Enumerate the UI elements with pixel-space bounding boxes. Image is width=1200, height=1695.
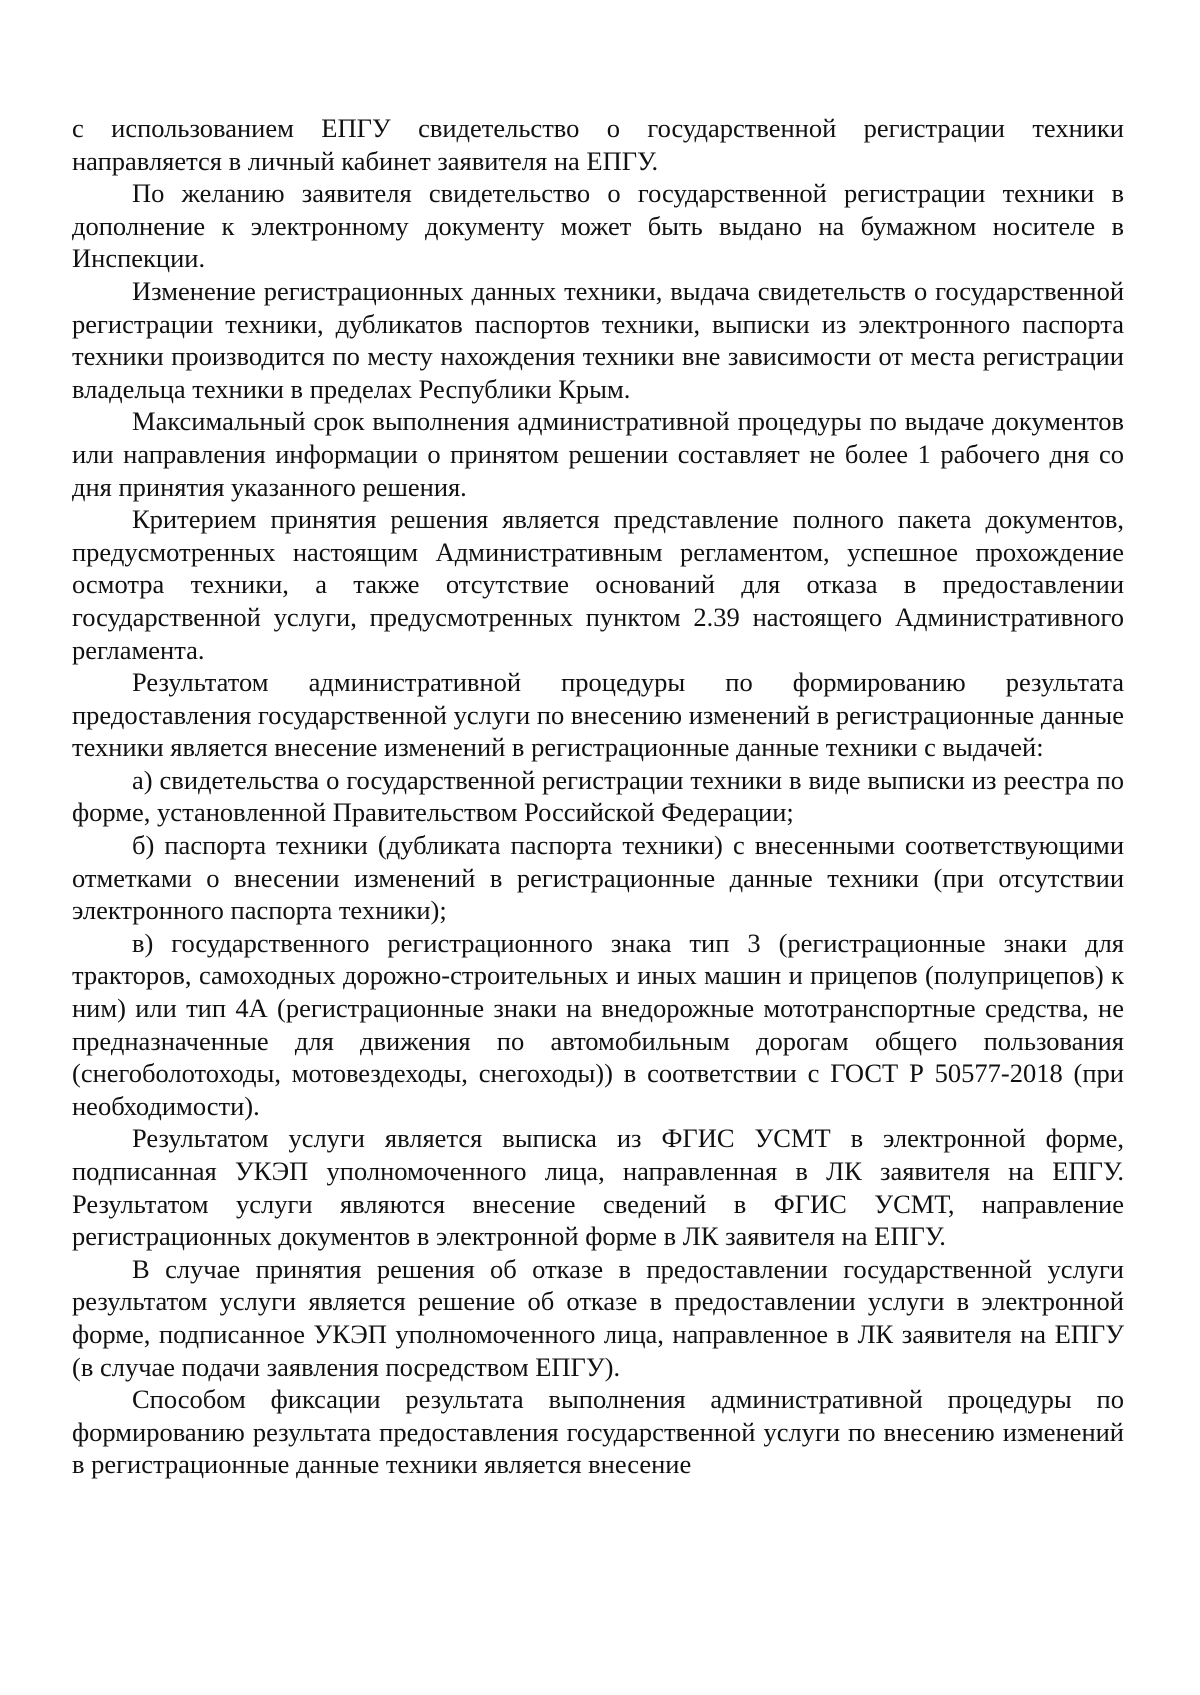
list-item-c: в) государственного регистрационного знака тип 3 (регистрационные знаки для тракторов, самоходных дорожно-строительных и иных машин и прицепов (полуприцепов) к ним) или тип 4А (регистрационные знаки на внедорожные мототранспортные средства, не предназначенные для движения по автомобильным дорогам общего пользования (снегоболотоходы, мотовездеходы, снегоходы)) в соответствии с ГОСТ Р 50577-2018 (при необходимости).	[72, 927, 1124, 1121]
paragraph-3: Изменение регистрационных данных техники, выдача свидетельств о государственной регистрации техники, дубликатов паспортов техники, выписки из электронного паспорта техники производится по месту нахождения техники вне зависимости от места регистрации владельца техники в пределах Республики Крым.	[72, 275, 1124, 404]
list-item-b: б) паспорта техники (дубликата паспорта техники) с внесенными соответствующими отметками о внесении изменений в регистрационные данные техники (при отсутствии электронного паспорта техники);	[72, 830, 1124, 926]
paragraph-10: Результатом услуги является выписка из ФГИС УСМТ в электронной форме, подписанная УКЭП уполномоченного лица, направленная в ЛК заявителя на ЕПГУ. Результатом услуги являются внесение сведений в ФГИС УСМТ, направление регистрационных документов в электронной форме в ЛК заявителя на ЕПГУ.	[72, 1123, 1124, 1252]
paragraph-12: Способом фиксации результата выполнения административной процедуры по формированию результата предоставления государственной услуги по внесению изменений в регистрационные данные техники является внесение	[72, 1384, 1124, 1480]
list-item-a: а) свидетельства о государственной регистрации техники в виде выписки из реестра по форме, установленной Правительством Российской Федерации;	[72, 764, 1124, 828]
paragraph-4: Максимальный срок выполнения административной процедуры по выдаче документов или направления информации о принятом решении составляет не более 1 рабочего дня со дня принятия указанного решения.	[72, 406, 1124, 502]
paragraph-5: Критерием принятия решения является представление полного пакета документов, предусмотренных настоящим Административным регламентом, успешное прохождение осмотра техники, а также отсутствие оснований для отказа в предоставлении государственной услуги, предусмотренных пунктом 2.39 настоящего Административного регламента.	[72, 504, 1124, 665]
document-page	[72, 112, 1124, 1481]
paragraph-6: Результатом административной процедуры по формированию результата предоставления государственной услуги по внесению изменений в регистрационные данные техники является внесение изменений в регистрационные данные техники с выдачей:	[72, 667, 1124, 763]
paragraph-1: с использованием ЕПГУ свидетельство о государственной регистрации техники направляется в личный кабинет заявителя на ЕПГУ.	[72, 113, 1124, 176]
paragraph-2: По желанию заявителя свидетельство о государственной регистрации техники в дополнение к электронному документу может быть выдано на бумажном носителе в Инспекции.	[72, 178, 1124, 274]
paragraph-11: В случае принятия решения об отказе в предоставлении государственной услуги результатом услуги является решение об отказе в предоставлении услуги в электронной форме, подписанное УКЭП уполномоченного лица, направленное в ЛК заявителя на ЕПГУ (в случае подачи заявления посредством ЕПГУ).	[72, 1253, 1124, 1382]
